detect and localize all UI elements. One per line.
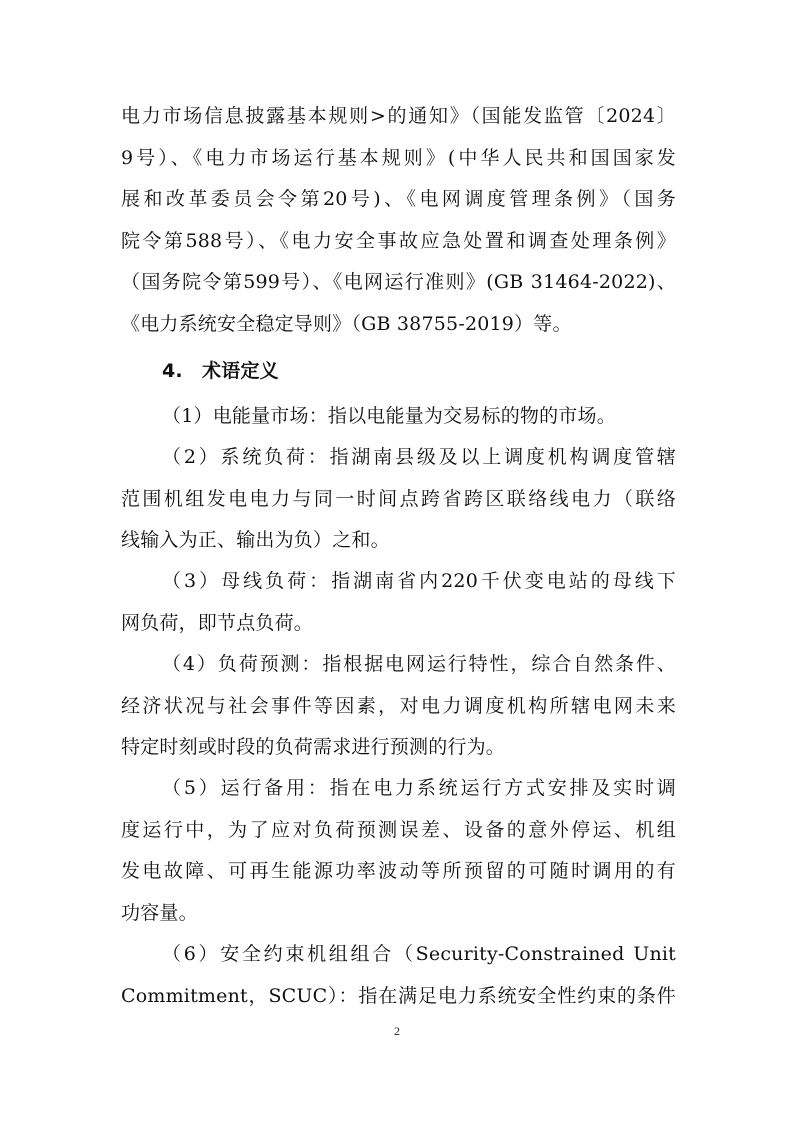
text-line: 度运行中，为了应对负荷预测误差、设备的意外停运、机组 — [121, 818, 676, 841]
text-line: 9号）、《电力市场运行基本规则》(中华人民共和国国家发 — [121, 146, 676, 169]
text-line: 展和改革委员会令第20号)、《电网调度管理条例》（国务 — [121, 188, 676, 210]
text-line: 经济状况与社会事件等因素，对电力调度机构所辖电网未来 — [121, 694, 676, 717]
paragraph-references — [121, 96, 676, 345]
text-line: 功容量。 — [121, 901, 198, 924]
term-definition-2 — [121, 437, 676, 562]
text-line: （1）电能量市场：指以电能量为交易标的物的市场。 — [162, 405, 616, 427]
term-definition-1 — [121, 396, 676, 438]
page-number: 2 — [394, 1024, 400, 1038]
text-line: （国务院令第599号）、《电网运行准则》(GB 31464-2022)、 — [121, 271, 676, 293]
text-line: 院令第588号）、《电力安全事故应急处置和调查处理条例》 — [121, 229, 676, 252]
text-line: （5）运行备用：指在电力系统运行方式安排及实时调 — [162, 777, 676, 799]
text-line: （4）负荷预测：指根据电网运行特性，综合自然条件、 — [162, 653, 676, 675]
term-definition-3 — [121, 561, 676, 644]
text-line: 范围机组发电电力与同一时间点跨省跨区联络线电力（联络 — [121, 487, 676, 510]
text-line: （3）母线负荷：指湖南省内220千伏变电站的母线下 — [162, 570, 676, 592]
term-definition-4 — [121, 644, 676, 769]
text-line: 线输入为正、输出为负）之和。 — [121, 529, 390, 551]
text-line: （6）安全约束机组组合（Security-Constrained Unit — [162, 943, 676, 965]
text-line: 电力市场信息披露基本规则>的通知》（国能发监管〔2024〕 — [121, 105, 676, 127]
section-heading — [121, 351, 676, 393]
text-line: 特定时刻或时段的负荷需求进行预测的行为。 — [121, 736, 506, 758]
text-line: 《电力系统安全稳定导则》（GB 38755-2019）等。 — [121, 312, 572, 335]
text-line: 网负荷，即节点负荷。 — [121, 611, 314, 634]
heading-text: 4. 术语定义 — [162, 360, 279, 382]
term-definition-5 — [121, 768, 676, 934]
text-line: 发电故障、可再生能源功率波动等所预留的可随时调用的有 — [121, 860, 676, 882]
text-line: （2）系统负荷：指湖南县级及以上调度机构调度管辖 — [162, 446, 676, 468]
term-definition-6 — [121, 934, 676, 1017]
text-line: Commitment，SCUC）：指在满足电力系统安全性约束的条件 — [121, 984, 676, 1007]
